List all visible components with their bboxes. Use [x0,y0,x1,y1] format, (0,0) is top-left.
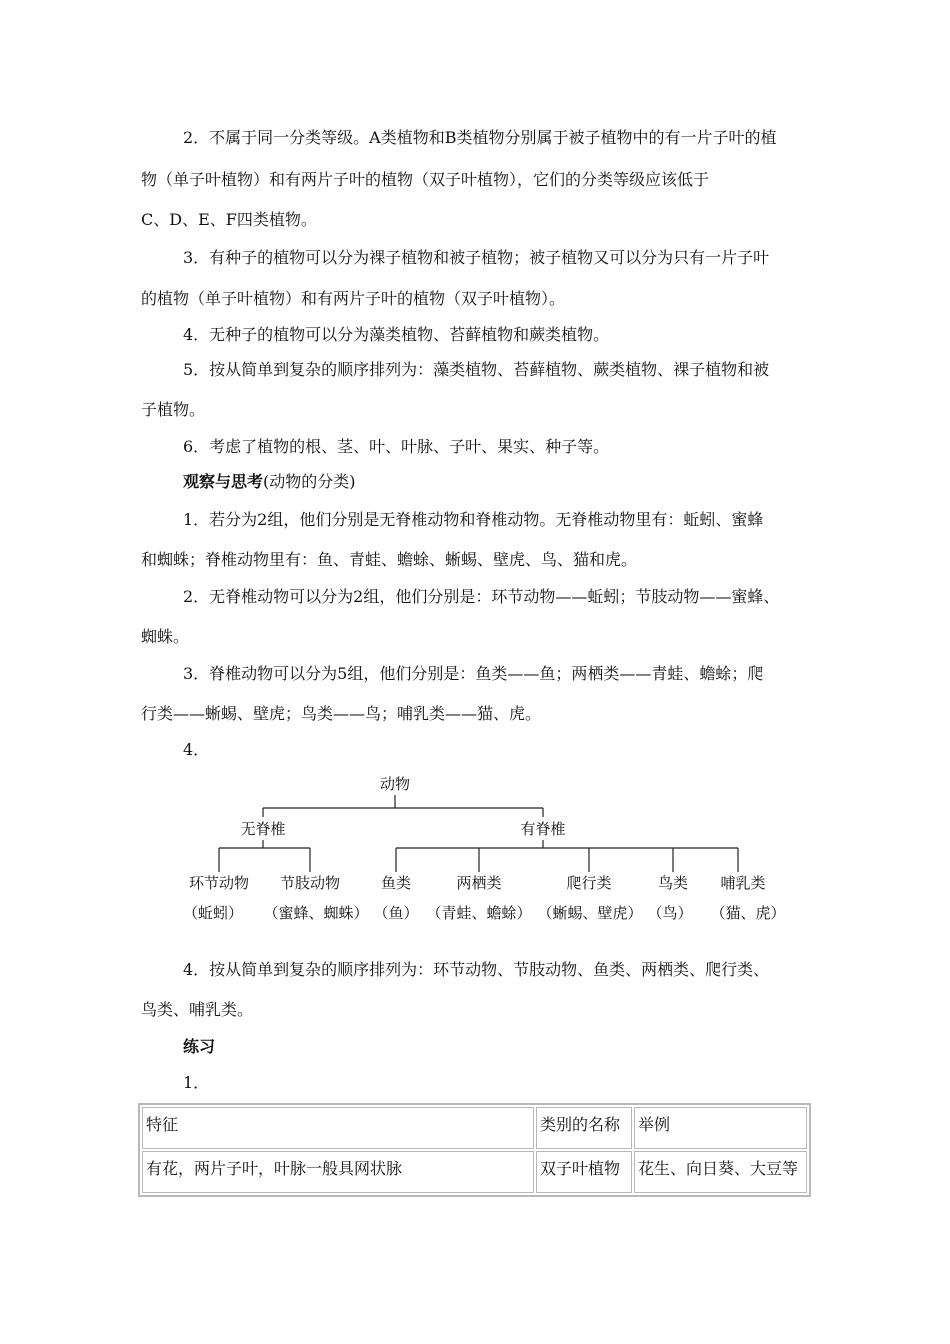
animal-3-line-2: 行类——蜥蜴、壁虎；鸟类——鸟；哺乳类——猫、虎。 [141,704,542,723]
table-header-cell: 类别的名称 [536,1107,632,1149]
table-header-row [142,1107,807,1149]
animal-order-line-2: 鸟类、哺乳类。 [141,1000,254,1019]
paragraph-3-line-2: 的植物（单子叶植物）和有两片子叶的植物（双子叶植物）。 [141,289,566,308]
leaf-examples-arthropods: （蜜蜂、蜘蛛） [263,904,369,922]
leaf-name-fish: 鱼类 [380,874,412,892]
paragraph-5-line-1: 5．按从简单到复杂的顺序排列为：藻类植物、苔藓植物、蕨类植物、裸子植物和被 [183,360,770,379]
animal-order-line-1: 4．按从简单到复杂的顺序排列为：环节动物、节肢动物、鱼类、两栖类、爬行类、 [183,960,770,979]
tree-connectors [219,795,738,872]
animal-1-line-1: 1．若分为2组，他们分别是无脊椎动物和脊椎动物。无脊椎动物里有：蚯蚓、蜜蜂 [183,510,764,529]
table-header-cell: 举例 [634,1107,807,1149]
leaf-examples-birds: （鸟） [647,904,693,922]
table-cell: 花生、向日葵、大豆等 [634,1151,807,1193]
leaf-examples-annelids: （蚯蚓） [182,904,244,922]
table-row [142,1151,807,1193]
paragraph-5-line-2: 子植物。 [141,400,206,419]
leaf-name-reptiles: 爬行类 [566,874,612,892]
leaf-examples-mammals: （猫、虎） [710,904,786,922]
tree-vertebrates: 有脊椎 [520,820,566,838]
paragraph-4: 4．无种子的植物可以分为藻类植物、苔藓植物和蕨类植物。 [183,325,610,344]
feature-table [138,1103,811,1197]
table-cell: 有花，两片子叶，叶脉一般具网状脉 [142,1151,534,1193]
animal-4-label: 4． [183,740,210,759]
tree-invertebrates: 无脊椎 [240,820,286,838]
table-cell: 双子叶植物 [536,1151,632,1193]
leaf-name-arthropods: 节肢动物 [279,874,341,892]
leaf-examples-reptiles: （蜥蜴、壁虎） [537,904,643,922]
section-heading-subtitle: (动物的分类) [263,472,356,491]
leaf-name-annelids: 环节动物 [188,874,250,892]
animal-2-line-1: 2．无脊椎动物可以分为2组，他们分别是：环节动物——蚯蚓；节肢动物——蜜蜂、 [183,587,780,606]
leaf-name-mammals: 哺乳类 [720,874,766,892]
paragraph-6: 6．考虑了植物的根、茎、叶、叶脉、子叶、果实、种子等。 [183,437,610,456]
leaf-examples-amphibians: （青蛙、蟾蜍） [426,904,532,922]
animal-2-line-2: 蜘蛛。 [141,627,190,646]
section-heading-bold: 观察与思考 [183,472,264,491]
tree-root: 动物 [379,775,411,793]
table-header-cell: 特征 [142,1107,534,1149]
animal-1-line-2: 和蜘蛛；脊椎动物里有：鱼、青蛙、蟾蜍、蜥蜴、壁虎、鸟、猫和虎。 [141,550,638,569]
paragraph-2-line-2: 物（单子叶植物）和有两片子叶的植物（双子叶植物），它们的分类等级应该低于 [141,170,710,189]
paragraph-3-line-1: 3．有种子的植物可以分为裸子植物和被子植物；被子植物又可以分为只有一片子叶 [183,248,770,267]
leaf-name-birds: 鸟类 [657,874,689,892]
leaf-name-amphibians: 两栖类 [456,874,502,892]
paragraph-2-line-1: 2．不属于同一分类等级。A类植物和B类植物分别属于被子植物中的有一片子叶的植 [183,128,777,147]
practice-heading: 练习 [183,1037,216,1056]
practice-item-1: 1． [183,1073,210,1092]
paragraph-2-line-3: C、D、E、F四类植物。 [141,210,317,229]
leaf-examples-fish: （鱼） [373,904,419,922]
animal-3-line-1: 3．脊椎动物可以分为5组，他们分别是：鱼类——鱼；两栖类——青蛙、蟾蜍；爬 [183,664,764,683]
